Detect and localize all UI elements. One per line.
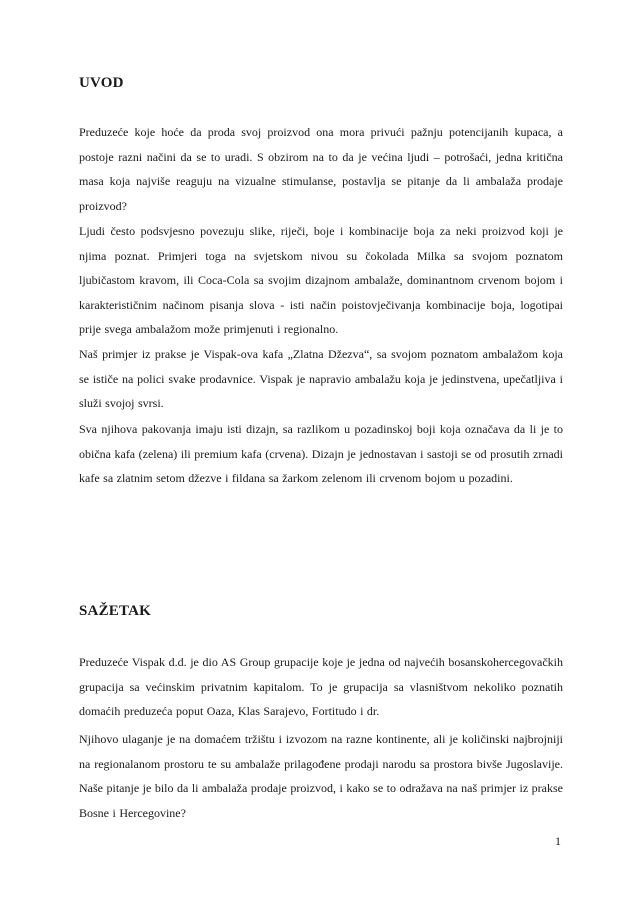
- heading-sazetak: SAŽETAK: [79, 603, 151, 619]
- sazetak-paragraph-2: Njihovo ulaganje je na domaćem tržištu i izvozom na razne kontinente, ali je količinski najbrojniji na regionalanom prostoru te su ambalaže prilagođene prodaji narodu sa prostora bivše Jugoslavije. Naše pitanje je bilo da li ambalaža prodaje proizvod, i kako se to odražava na naš primjer iz prakse Bosne i Hercegovine?: [79, 732, 563, 820]
- page-number: 1: [555, 834, 561, 848]
- uvod-paragraph-3: Naš primjer iz prakse je Vispak-ova kafa „Zlatna Džezva“, sa svojom poznatom ambalažom koja se ističe na polici svake prodavnice. Vispak je napravio ambalažu koja je jedinstvena, upečatljiva i služi svojoj svrsi.: [79, 347, 563, 411]
- uvod-paragraph-4: Sva njihova pakovanja imaju isti dizajn, sa razlikom u pozadinskoj boji koja označava da li je to obična kafa (zelena) ili premium kafa (crvena). Dizajn je jednostavan i sastoji se od prosutih zrnadi kafe sa zlatnim setom džezve i fildana sa žarkom zelenom ili crvenom bojom u pozadini.: [79, 422, 563, 486]
- sazetak-paragraph-1: Preduzeće Vispak d.d. je dio AS Group grupacije koje je jedna od najvećih bosanskohercegovačkih grupacija sa većinskim privatnim kapitalom. To je grupacija sa vlasništvom nekoliko poznatih domaćih preduzeća poput Oaza, Klas Sarajevo, Fortitudo i dr.: [79, 655, 563, 719]
- heading-uvod: UVOD: [79, 75, 124, 91]
- uvod-paragraph-2: Ljudi često podsvjesno povezuju slike, riječi, boje i kombinacije boja za neki proizvod koji je njima poznat. Primjeri toga na svjetskom nivou su čokolada Milka sa svojom poznatom ljubičastom kravom, ili Coca-Cola sa svojim dizajnom ambalaže, dominantnom crvenom bojom i karakterističnim načinom pisanja slova - isti način poistovječivanja kombinacije boja, logotipai prije svega ambalažom može primjenuti i regionalno.: [79, 224, 563, 337]
- uvod-paragraph-1: Preduzeće koje hoće da proda svoj proizvod ona mora privući pažnju potencijanih kupaca, a postoje razni načini da se to uradi. S obzirom na to da je većina ljudi – potrošaći, jedna kritična masa koja najviše reaguju na vizualne stimulanse, postavlja se pitanje da li ambalaža prodaje proizvod?: [79, 125, 563, 213]
